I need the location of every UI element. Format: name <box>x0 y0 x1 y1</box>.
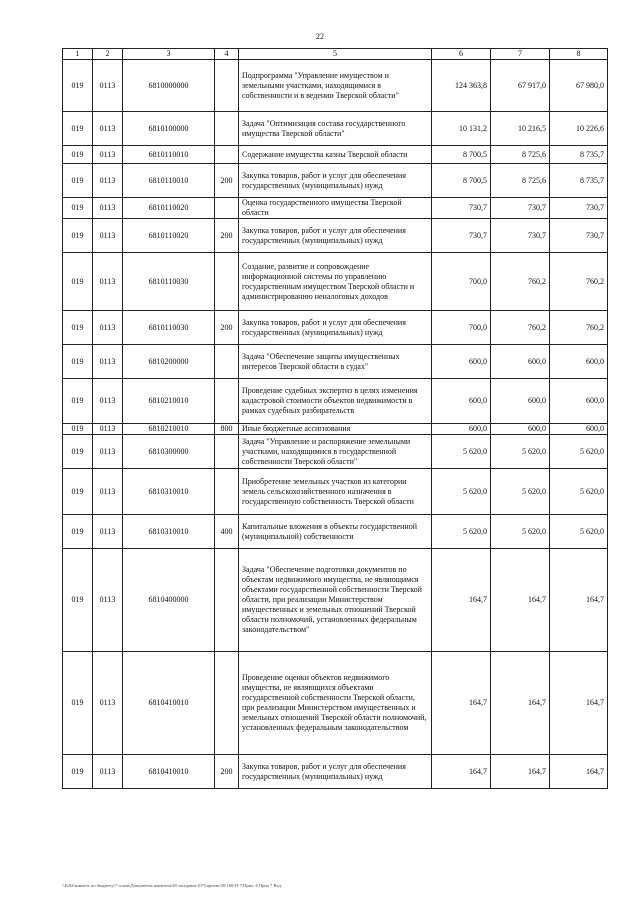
amount-cell-3: 760,2 <box>550 311 608 345</box>
target-article-cell: 6810100000 <box>123 112 215 146</box>
column-header: 2 <box>93 49 123 60</box>
item-name-cell: Задача "Обеспечение защиты имущественных интересов Тверской области в судах" <box>239 345 432 379</box>
expense-type-cell <box>215 60 239 112</box>
expense-type-cell: 800 <box>215 424 239 435</box>
amount-cell-1: 730,7 <box>432 219 491 253</box>
table-row <box>63 755 608 789</box>
amount-cell-3: 5 620,0 <box>550 515 608 549</box>
ministry-code-cell: 019 <box>63 435 93 469</box>
amount-cell-3: 730,7 <box>550 219 608 253</box>
target-article-cell: 6810310010 <box>123 515 215 549</box>
amount-cell-1: 600,0 <box>432 379 491 424</box>
section-code-cell: 0113 <box>93 345 123 379</box>
ministry-code-cell: 019 <box>63 253 93 311</box>
table-row <box>63 549 608 652</box>
target-article-cell: 6810000000 <box>123 60 215 112</box>
table-row <box>63 435 608 469</box>
target-article-cell: 6810110010 <box>123 146 215 164</box>
section-code-cell: 0113 <box>93 652 123 755</box>
target-article-cell: 6810310010 <box>123 469 215 515</box>
file-path-footer: \\Fs02\комитет по бюджету\7 созыв\Документы комитета\28 заседание (07)\проект\28 168-П-7\Прил. 6 Прил 7 Вед. <box>62 883 282 888</box>
expense-type-cell <box>215 198 239 219</box>
amount-cell-2: 8 725,6 <box>491 164 550 198</box>
item-name-cell: Задача "Обеспечение подготовки документов по объектам недвижимого имущества, не являющимся объектами государственной собственности Тверской области, при реализации Министерством имущественных и земельных отношений Тверской области полномочий, установленных федеральным законодательством" <box>239 549 432 652</box>
amount-cell-1: 600,0 <box>432 424 491 435</box>
expense-type-cell <box>215 435 239 469</box>
column-header: 3 <box>123 49 215 60</box>
expense-type-cell <box>215 469 239 515</box>
amount-cell-2: 730,7 <box>491 198 550 219</box>
column-header: 8 <box>550 49 608 60</box>
item-name-cell: Оценка государственного имущества Тверской области <box>239 198 432 219</box>
ministry-code-cell: 019 <box>63 755 93 789</box>
section-code-cell: 0113 <box>93 755 123 789</box>
ministry-code-cell: 019 <box>63 146 93 164</box>
amount-cell-2: 164,7 <box>491 549 550 652</box>
amount-cell-3: 760,2 <box>550 253 608 311</box>
target-article-cell: 6810410010 <box>123 755 215 789</box>
amount-cell-2: 600,0 <box>491 379 550 424</box>
amount-cell-2: 600,0 <box>491 345 550 379</box>
target-article-cell: 6810110030 <box>123 311 215 345</box>
target-article-cell: 6810110020 <box>123 198 215 219</box>
ministry-code-cell: 019 <box>63 112 93 146</box>
expense-type-cell: 200 <box>215 311 239 345</box>
table-row <box>63 311 608 345</box>
target-article-cell: 6810210010 <box>123 424 215 435</box>
amount-cell-1: 164,7 <box>432 755 491 789</box>
table-row <box>63 60 608 112</box>
amount-cell-1: 124 363,8 <box>432 60 491 112</box>
amount-cell-2: 760,2 <box>491 253 550 311</box>
budget-table <box>62 48 608 789</box>
ministry-code-cell: 019 <box>63 164 93 198</box>
target-article-cell: 6810110010 <box>123 164 215 198</box>
column-header: 7 <box>491 49 550 60</box>
item-name-cell: Закупка товаров, работ и услуг для обеспечения государственных (муниципальных) нужд <box>239 755 432 789</box>
amount-cell-3: 164,7 <box>550 755 608 789</box>
item-name-cell: Капитальные вложения в объекты государственной (муниципальной) собственности <box>239 515 432 549</box>
item-name-cell: Подпрограмма "Управление имуществом и земельными участками, находящимися в собственности и в ведении Тверской области" <box>239 60 432 112</box>
table-row <box>63 219 608 253</box>
section-code-cell: 0113 <box>93 164 123 198</box>
ministry-code-cell: 019 <box>63 515 93 549</box>
amount-cell-1: 164,7 <box>432 652 491 755</box>
amount-cell-1: 164,7 <box>432 549 491 652</box>
expense-type-cell <box>215 549 239 652</box>
amount-cell-2: 5 620,0 <box>491 515 550 549</box>
ministry-code-cell: 019 <box>63 424 93 435</box>
item-name-cell: Создание, развитие и сопровождение информационной системы по управлению государственным имуществом Тверской области и администрированию неналоговых доходов <box>239 253 432 311</box>
section-code-cell: 0113 <box>93 515 123 549</box>
section-code-cell: 0113 <box>93 424 123 435</box>
section-code-cell: 0113 <box>93 253 123 311</box>
ministry-code-cell: 019 <box>63 60 93 112</box>
amount-cell-1: 700,0 <box>432 253 491 311</box>
amount-cell-2: 5 620,0 <box>491 435 550 469</box>
amount-cell-3: 10 226,6 <box>550 112 608 146</box>
amount-cell-3: 5 620,0 <box>550 469 608 515</box>
ministry-code-cell: 019 <box>63 219 93 253</box>
amount-cell-2: 5 620,0 <box>491 469 550 515</box>
target-article-cell: 6810110030 <box>123 253 215 311</box>
section-code-cell: 0113 <box>93 112 123 146</box>
table-row <box>63 253 608 311</box>
amount-cell-1: 10 131,2 <box>432 112 491 146</box>
column-header: 6 <box>432 49 491 60</box>
amount-cell-3: 5 620,0 <box>550 435 608 469</box>
ministry-code-cell: 019 <box>63 379 93 424</box>
expense-type-cell: 200 <box>215 164 239 198</box>
item-name-cell: Закупка товаров, работ и услуг для обеспечения государственных (муниципальных) нужд <box>239 311 432 345</box>
amount-cell-3: 8 735,7 <box>550 146 608 164</box>
item-name-cell: Иные бюджетные ассигнования <box>239 424 432 435</box>
table-row <box>63 515 608 549</box>
table-row <box>63 469 608 515</box>
column-header: 1 <box>63 49 93 60</box>
amount-cell-1: 5 620,0 <box>432 515 491 549</box>
target-article-cell: 6810110020 <box>123 219 215 253</box>
amount-cell-1: 8 700,5 <box>432 146 491 164</box>
ministry-code-cell: 019 <box>63 652 93 755</box>
target-article-cell: 6810400000 <box>123 549 215 652</box>
target-article-cell: 6810210010 <box>123 379 215 424</box>
target-article-cell: 6810410010 <box>123 652 215 755</box>
amount-cell-2: 730,7 <box>491 219 550 253</box>
expense-type-cell: 400 <box>215 515 239 549</box>
amount-cell-1: 730,7 <box>432 198 491 219</box>
amount-cell-1: 8 700,5 <box>432 164 491 198</box>
expense-type-cell <box>215 379 239 424</box>
item-name-cell: Содержание имущества казны Тверской области <box>239 146 432 164</box>
expense-type-cell: 200 <box>215 219 239 253</box>
ministry-code-cell: 019 <box>63 311 93 345</box>
amount-cell-3: 8 735,7 <box>550 164 608 198</box>
amount-cell-1: 5 620,0 <box>432 435 491 469</box>
table-row <box>63 652 608 755</box>
section-code-cell: 0113 <box>93 549 123 652</box>
column-number-row <box>63 49 608 60</box>
item-name-cell: Проведение оценки объектов недвижимого имущества, не являющихся объектами государственной собственности Тверской области, при реализации Министерством имущественных и земельных отношений Тверской области полномочий, установленных федеральным законодательством <box>239 652 432 755</box>
column-header: 5 <box>239 49 432 60</box>
target-article-cell: 6810200000 <box>123 345 215 379</box>
expense-type-cell <box>215 146 239 164</box>
amount-cell-2: 10 216,5 <box>491 112 550 146</box>
amount-cell-3: 600,0 <box>550 345 608 379</box>
ministry-code-cell: 019 <box>63 549 93 652</box>
table-row <box>63 146 608 164</box>
amount-cell-3: 730,7 <box>550 198 608 219</box>
amount-cell-2: 164,7 <box>491 755 550 789</box>
ministry-code-cell: 019 <box>63 198 93 219</box>
amount-cell-1: 5 620,0 <box>432 469 491 515</box>
amount-cell-2: 600,0 <box>491 424 550 435</box>
page-number: 22 <box>316 32 324 41</box>
target-article-cell: 6810300000 <box>123 435 215 469</box>
amount-cell-2: 760,2 <box>491 311 550 345</box>
item-name-cell: Закупка товаров, работ и услуг для обеспечения государственных (муниципальных) нужд <box>239 164 432 198</box>
item-name-cell: Задача "Оптимизация состава государственного имущества Тверской области" <box>239 112 432 146</box>
section-code-cell: 0113 <box>93 379 123 424</box>
amount-cell-2: 164,7 <box>491 652 550 755</box>
item-name-cell: Задача "Управление и распоряжение земельными участками, находящимися в государственной собственности Тверской области" <box>239 435 432 469</box>
amount-cell-3: 600,0 <box>550 424 608 435</box>
table-row <box>63 198 608 219</box>
section-code-cell: 0113 <box>93 219 123 253</box>
table-row <box>63 345 608 379</box>
item-name-cell: Приобретение земельных участков из категории земель сельскохозяйственного назначения в государственную собственность Тверской области <box>239 469 432 515</box>
table-row <box>63 379 608 424</box>
column-header: 4 <box>215 49 239 60</box>
amount-cell-2: 67 917,0 <box>491 60 550 112</box>
table-row <box>63 164 608 198</box>
amount-cell-2: 8 725,6 <box>491 146 550 164</box>
section-code-cell: 0113 <box>93 146 123 164</box>
ministry-code-cell: 019 <box>63 469 93 515</box>
amount-cell-3: 600,0 <box>550 379 608 424</box>
item-name-cell: Закупка товаров, работ и услуг для обеспечения государственных (муниципальных) нужд <box>239 219 432 253</box>
section-code-cell: 0113 <box>93 435 123 469</box>
table-row <box>63 424 608 435</box>
table-row <box>63 112 608 146</box>
amount-cell-3: 164,7 <box>550 652 608 755</box>
expense-type-cell <box>215 253 239 311</box>
amount-cell-3: 67 980,0 <box>550 60 608 112</box>
expense-type-cell <box>215 112 239 146</box>
ministry-code-cell: 019 <box>63 345 93 379</box>
section-code-cell: 0113 <box>93 60 123 112</box>
item-name-cell: Проведение судебных экспертиз в целях изменения кадастровой стоимости объектов недвижимости в рамках судебных разбирательств <box>239 379 432 424</box>
expense-type-cell <box>215 652 239 755</box>
expense-type-cell <box>215 345 239 379</box>
amount-cell-1: 600,0 <box>432 345 491 379</box>
section-code-cell: 0113 <box>93 198 123 219</box>
amount-cell-1: 700,0 <box>432 311 491 345</box>
amount-cell-3: 164,7 <box>550 549 608 652</box>
expense-type-cell: 200 <box>215 755 239 789</box>
section-code-cell: 0113 <box>93 311 123 345</box>
section-code-cell: 0113 <box>93 469 123 515</box>
